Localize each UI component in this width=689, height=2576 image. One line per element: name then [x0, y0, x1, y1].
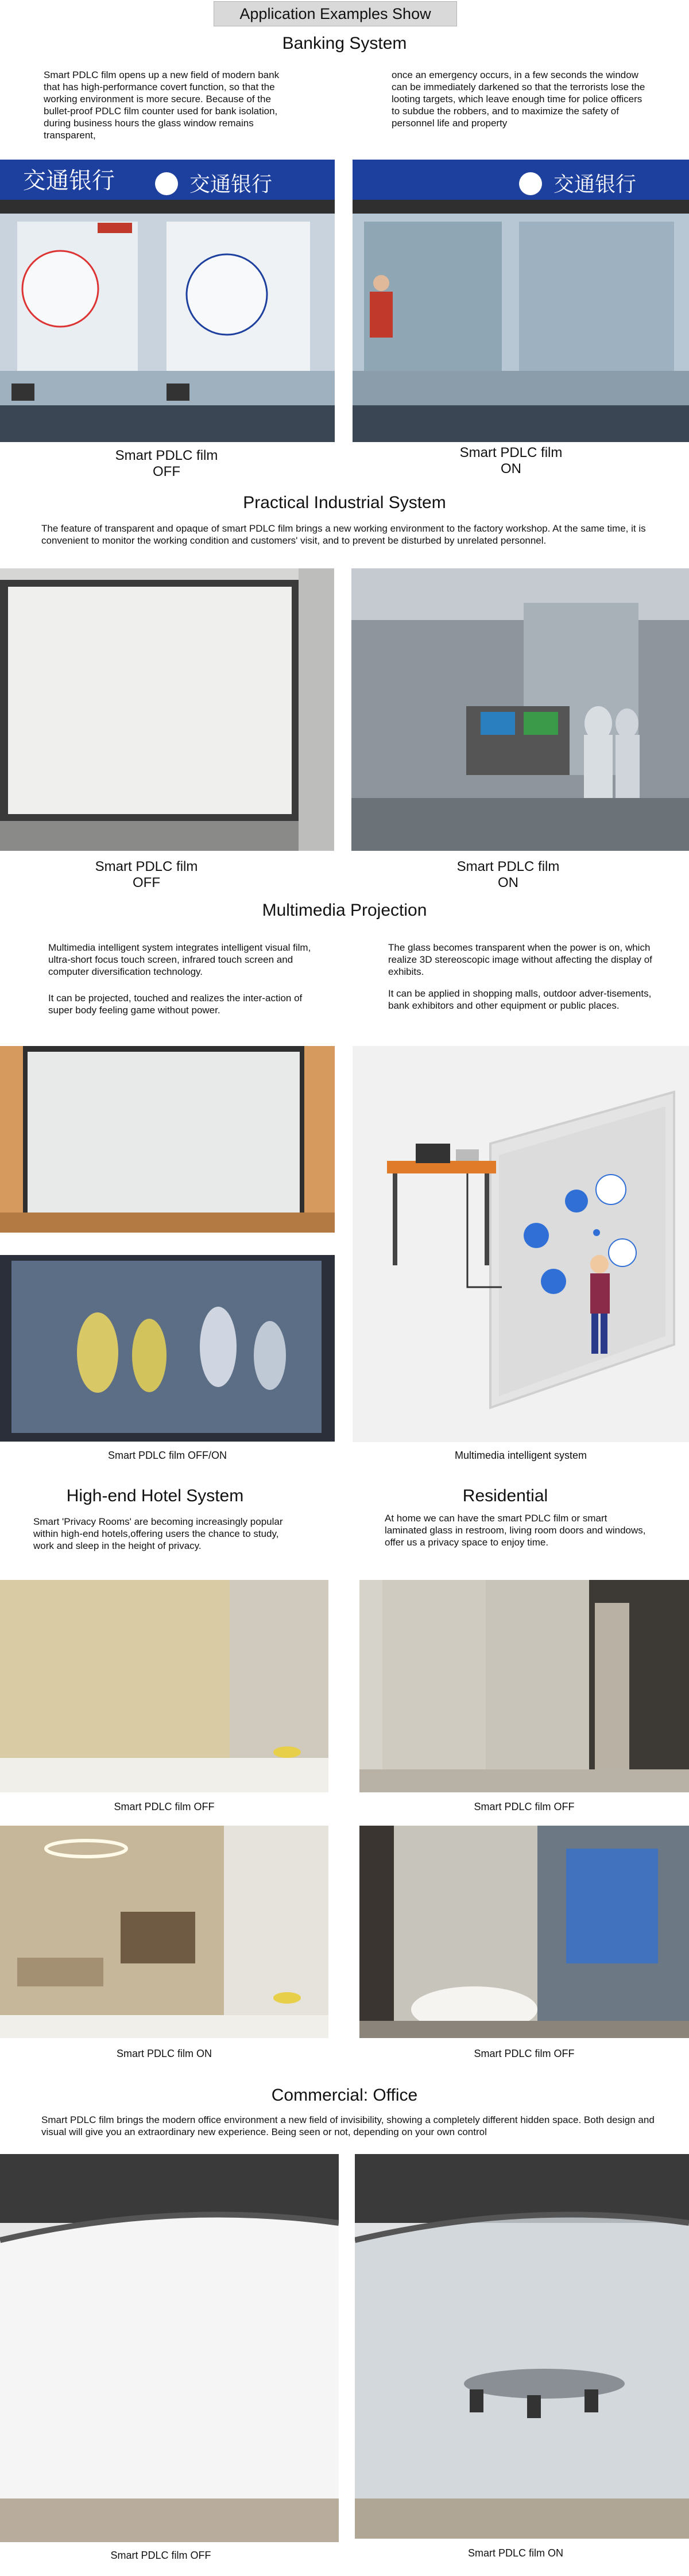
hotel-paragraph: Smart 'Privacy Rooms' are becoming increasingly popular within high-end hotels,offering users the chance to study, work and sleep in the height of privacy. — [33, 1516, 283, 1551]
banking-photo-on — [353, 160, 689, 442]
office-caption-left: Smart PDLC film OFF — [110, 2550, 211, 2561]
industrial-photo-off — [0, 568, 334, 851]
hotel-photo-off — [0, 1580, 328, 1792]
industrial-photo-on — [351, 568, 689, 851]
banking-photo-off — [0, 160, 335, 442]
bank-name-cn: 交通银行 — [23, 168, 115, 194]
industrial-caption-right-2: ON — [498, 875, 518, 890]
multimedia-illustration — [353, 1046, 689, 1442]
residential-heading: Residential — [462, 1486, 548, 1505]
multimedia-photo-on — [0, 1255, 335, 1442]
banking-paragraph-left: Smart PDLC film opens up a new field of modern bank that has high-performance covert function, so that the working environment is more secure. Because of the bullet-proof PDLC film counter used for bank isolation, during business hours the glass window remains transparent, — [44, 69, 280, 141]
office-caption-right: Smart PDLC film ON — [467, 2547, 564, 2559]
hotel-heading: High-end Hotel System — [66, 1486, 244, 1505]
industrial-caption-left-2: OFF — [133, 875, 160, 890]
multimedia-caption-left: Smart PDLC film OFF/ON — [107, 1450, 227, 1461]
residential-photo-bottom — [359, 1826, 689, 2038]
banking-caption-right-2: ON — [501, 461, 521, 477]
residential-paragraph: At home we can have the smart PDLC film or smart laminated glass in restroom, living room doors and windows, offer us a privacy space to enjoy time. — [385, 1513, 646, 1548]
banking-caption-right-1: Smart PDLC film — [459, 445, 563, 460]
banking-paragraph-right: once an emergency occurs, in a few seconds the window can be immediately darkened so that the terrorists lose the looting targets, which leave enough time for police officers to subdue the robbers, and to maximize the safety of personnel life and property — [392, 69, 645, 129]
hotel-caption-top: Smart PDLC film OFF — [114, 1801, 215, 1812]
multimedia-paragraph-left-2: It can be projected, touched and realizes the inter-action of super body feeling game without power. — [48, 993, 303, 1016]
industrial-caption-right-1: Smart PDLC film — [456, 859, 560, 874]
residential-photo-top — [359, 1580, 689, 1792]
multimedia-paragraph-right-2: It can be applied in shopping malls, outdoor adver-tisements, bank exhibitors and other equipment or public places. — [388, 988, 652, 1011]
industrial-heading: Practical Industrial System — [243, 493, 446, 512]
banking-caption-left-2: OFF — [153, 464, 180, 479]
hotel-caption-bottom: Smart PDLC film ON — [116, 2048, 212, 2059]
multimedia-paragraph-right-1: The glass becomes transparent when the power is on, which realize 3D stereoscopic image without affecting the display of exhibits. — [388, 942, 652, 977]
multimedia-heading: Multimedia Projection — [262, 901, 427, 920]
svg-text:交通银行: 交通银行 — [553, 173, 637, 196]
residential-caption-bottom: Smart PDLC film OFF — [474, 2048, 575, 2059]
banking-caption-left-1: Smart PDLC film — [115, 448, 218, 463]
office-photo-off — [0, 2154, 339, 2542]
industrial-paragraph: The feature of transparent and opaque of smart PDLC film brings a new working environment to the factory workshop. At the same time, it is convenient to monitor the working condition and customers' visit, and to prevent be disturbed by unrelated personnel. — [41, 523, 646, 546]
banking-heading: Banking System — [282, 34, 407, 53]
office-photo-on — [355, 2154, 689, 2539]
hotel-photo-on — [0, 1826, 328, 2038]
multimedia-photo-off — [0, 1046, 335, 1233]
office-heading: Commercial: Office — [271, 2086, 418, 2105]
multimedia-caption-right: Multimedia intelligent system — [454, 1450, 587, 1461]
page-title: Application Examples Show — [214, 1, 457, 26]
residential-caption-top: Smart PDLC film OFF — [474, 1801, 575, 1812]
multimedia-paragraph-left-1: Multimedia intelligent system integrates intelligent visual film, ultra-short focus touch screen, infrared touch screen and computer diversification technology. — [48, 942, 311, 977]
industrial-caption-left-1: Smart PDLC film — [95, 859, 198, 874]
office-paragraph: Smart PDLC film brings the modern office environment a new field of invisibility, showing a completely different hidden space. Both design and visual will give you an extraordinary new experience. Being seen or not, depending on your own control — [41, 2114, 655, 2137]
svg-text:交通银行: 交通银行 — [189, 173, 273, 196]
